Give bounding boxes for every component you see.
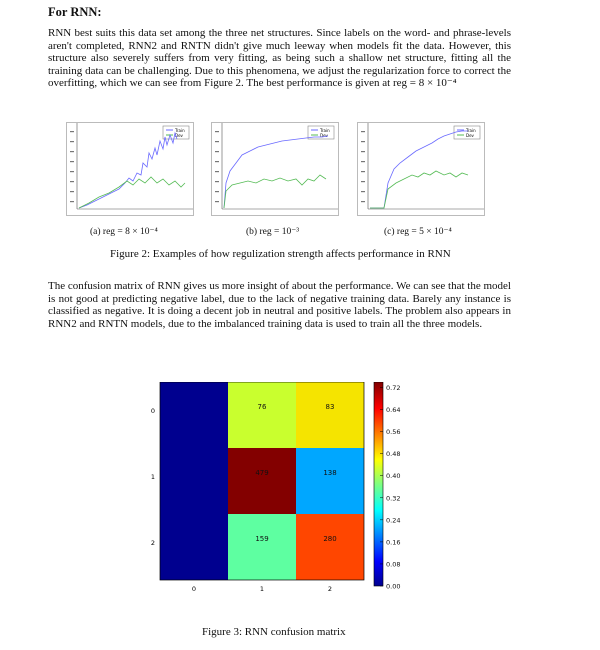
legend-train: Train xyxy=(175,128,185,133)
figure2-caption: Figure 2: Examples of how regulization strength affects performance in RNN xyxy=(110,248,451,260)
subcaption-c: (c) reg = 5 × 10⁻⁴ xyxy=(384,227,452,237)
colorbar-tick-label: 0.16 xyxy=(386,538,401,547)
confusion-matrix-svg xyxy=(140,382,470,602)
colorbar-tick-label: 0.72 xyxy=(386,384,401,393)
heatmap-cell xyxy=(160,514,228,580)
heatmap-cell xyxy=(160,448,228,514)
heatmap-cell xyxy=(228,514,296,580)
dev-curve xyxy=(224,175,326,208)
cell-label: 76 xyxy=(257,403,267,411)
x-tick-label: 1 xyxy=(259,585,265,593)
colorbar-tick-label: 0.08 xyxy=(386,560,401,569)
y-tick-label: 0 xyxy=(150,407,155,415)
train-curve xyxy=(224,136,328,208)
plot-c xyxy=(357,122,485,216)
cell-label: 280 xyxy=(323,535,337,543)
legend xyxy=(454,126,480,139)
y-tick-marks xyxy=(70,131,74,202)
cell-label: 83 xyxy=(325,403,335,411)
cell-label: 138 xyxy=(323,469,337,477)
paragraph-confusion: The confusion matrix of RNN gives us more insight of about the performance. We can see that the model is not good at predicting negative label, due to the lack of negative training data. Barely any instance is classified as negative. It is doing a decent job in neutral and positive labels. The problem also appears in RNN2 and RNTN models, due to the imbalanced training data is used to train all the three models. xyxy=(48,280,511,330)
heatmap-cell xyxy=(228,382,296,448)
svg-text:Dev: Dev xyxy=(320,133,328,138)
plot-b xyxy=(211,122,339,216)
heatmap-cell xyxy=(296,382,364,448)
colorbar-tick-label: 0.40 xyxy=(386,472,401,481)
colorbar xyxy=(374,382,383,586)
y-tick-label: 1 xyxy=(150,473,155,481)
figure3-caption: Figure 3: RNN confusion matrix xyxy=(202,626,346,638)
svg-text:Dev: Dev xyxy=(466,133,474,138)
subcaption-a: (a) reg = 8 × 10⁻⁴ xyxy=(90,227,158,237)
heatmap-cell xyxy=(296,448,364,514)
confusion-matrix-figure xyxy=(140,382,470,607)
paragraph-regularization: RNN best suits this data set among the three net structures. Since labels on the word- and phrase-levels aren't completed, RNN2 and RNTN didn't give much leeway when models fit the data. However, this structure also severely suffers from very fitting, as being such a shallow net structure, fitting all the training data can be challenging. Due to this phenomena, we adjust the regularization force to correct the overfitting, which we can see from Figure 2. The best performance is given at reg = 8 × 10⁻⁴ xyxy=(48,27,511,89)
colorbar-tick-label: 0.24 xyxy=(386,516,401,525)
colorbar-tick-label: 0.48 xyxy=(386,450,401,459)
dev-curve xyxy=(79,177,185,208)
heatmap-cell xyxy=(228,448,296,514)
x-tick-label: 0 xyxy=(191,585,197,593)
heatmap-cell xyxy=(160,382,228,448)
train-curve xyxy=(79,133,177,208)
cell-label: 159 xyxy=(255,535,269,543)
legend-dev: Dev xyxy=(175,133,183,138)
colorbar-tick-label: 0.56 xyxy=(386,428,401,437)
colorbar-tick-label: 0.00 xyxy=(386,582,401,591)
section-heading: For RNN: xyxy=(48,5,102,19)
cell-label: 479 xyxy=(255,469,269,477)
plot-a xyxy=(66,122,194,216)
colorbar-tick-label: 0.64 xyxy=(386,406,401,415)
colorbar-tick-label: 0.32 xyxy=(386,494,401,503)
svg-text:Train: Train xyxy=(320,128,330,133)
x-tick-label: 2 xyxy=(327,585,333,593)
train-curve xyxy=(370,131,468,208)
heatmap-cell xyxy=(296,514,364,580)
y-tick-label: 2 xyxy=(150,539,155,547)
svg-text:Train: Train xyxy=(466,128,476,133)
subcaption-b: (b) reg = 10⁻³ xyxy=(246,227,300,237)
